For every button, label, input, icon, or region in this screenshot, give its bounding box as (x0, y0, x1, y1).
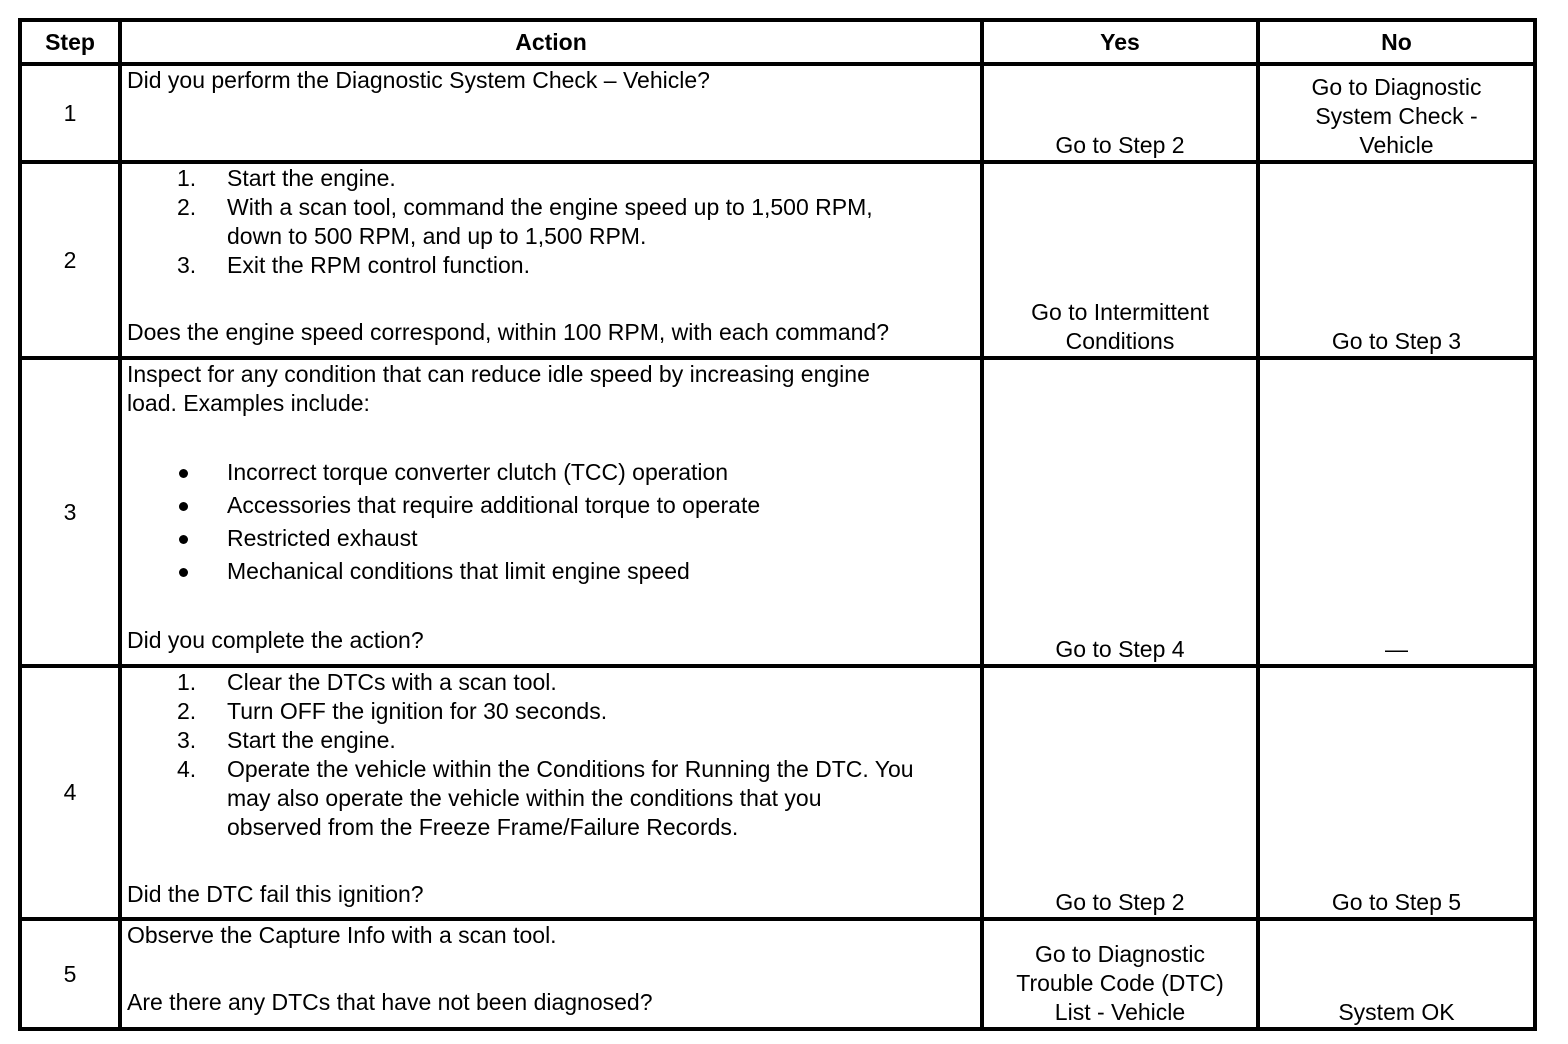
list-item (127, 755, 975, 842)
list-item (127, 697, 975, 726)
question-text: Did you complete the action? (127, 627, 424, 653)
spacer (127, 950, 975, 988)
no-cell (1258, 162, 1535, 358)
list-item (127, 726, 975, 755)
list-item (127, 164, 975, 193)
action-cell (120, 162, 982, 358)
yes-text-line: Trouble Code (DTC) (1016, 970, 1224, 996)
list-item (127, 251, 975, 280)
yes-text-line: List - Vehicle (1054, 999, 1186, 1025)
yes-text-line: Go to Diagnostic (1034, 941, 1206, 967)
question-text: Does the engine speed correspond, within 100 RPM, with each command? (127, 319, 889, 345)
list-item (127, 193, 975, 251)
spacer (127, 418, 975, 456)
spacer (127, 280, 975, 318)
item-text: Turn OFF the ignition for 30 seconds. (227, 698, 608, 724)
item-text: may also operate the vehicle within the conditions that you (227, 785, 822, 811)
ordered-list (127, 668, 975, 842)
item-number: 2. (177, 194, 197, 220)
item-text: Clear the DTCs with a scan tool. (227, 669, 557, 695)
no-cell (1258, 64, 1535, 162)
yes-cell (982, 64, 1258, 162)
list-item (127, 456, 975, 489)
no-text-line: Vehicle (1359, 132, 1434, 158)
bullet-icon (179, 568, 188, 577)
table-row (20, 358, 1535, 666)
item-number: 1. (177, 165, 197, 191)
spacer (127, 588, 975, 626)
list-item (127, 668, 975, 697)
item-number: 1. (177, 669, 197, 695)
no-text: System OK (1338, 999, 1455, 1025)
yes-text: Go to Step 4 (1055, 636, 1185, 662)
step-number: 2 (20, 162, 120, 358)
question-text: Did you perform the Diagnostic System Check – Vehicle? (127, 67, 710, 93)
yes-cell (982, 358, 1258, 666)
header-yes: Yes (982, 20, 1258, 64)
table-row (20, 64, 1535, 162)
item-text: Incorrect torque converter clutch (TCC) operation (227, 459, 729, 485)
item-text: Operate the vehicle within the Conditions for Running the DTC. You (227, 756, 914, 782)
step-number: 1 (20, 64, 120, 162)
header-action: Action (120, 20, 982, 64)
no-cell (1258, 666, 1535, 919)
item-text: Exit the RPM control function. (227, 252, 530, 278)
table-row (20, 162, 1535, 358)
spacer (127, 842, 975, 880)
item-text: Restricted exhaust (227, 525, 418, 551)
no-text-line: System Check - (1315, 103, 1478, 129)
list-item (127, 522, 975, 555)
question-text: Are there any DTCs that have not been diagnosed? (127, 989, 653, 1015)
ordered-list (127, 164, 975, 280)
item-number: 2. (177, 698, 197, 724)
intro-text: Inspect for any condition that can reduce idle speed by increasing engine (127, 361, 870, 387)
no-text: Go to Step 3 (1331, 328, 1462, 354)
item-text: Start the engine. (227, 727, 396, 753)
header-row (20, 20, 1535, 64)
yes-cell (982, 162, 1258, 358)
step-number: 5 (20, 919, 120, 1029)
item-text: down to 500 RPM, and up to 1,500 RPM. (227, 223, 647, 249)
item-text: Start the engine. (227, 165, 396, 191)
bullet-icon (179, 502, 188, 511)
yes-text: Go to Step 2 (1055, 889, 1185, 915)
item-number: 3. (177, 252, 197, 278)
item-text: Accessories that require additional torque to operate (227, 492, 761, 518)
list-item (127, 555, 975, 588)
table-row (20, 919, 1535, 1029)
header-no: No (1258, 20, 1535, 64)
instruction-text: Observe the Capture Info with a scan tool. (127, 922, 557, 948)
yes-text: Go to Step 2 (1055, 132, 1185, 158)
question-text: Did the DTC fail this ignition? (127, 881, 424, 907)
yes-cell (982, 666, 1258, 919)
item-number: 4. (177, 756, 197, 782)
step-number: 4 (20, 666, 120, 919)
bullet-list (127, 456, 975, 588)
diagnostic-table (18, 18, 1537, 1031)
item-text: Mechanical conditions that limit engine speed (227, 558, 690, 584)
no-cell (1258, 919, 1535, 1029)
bullet-icon (179, 535, 188, 544)
header-step: Step (20, 20, 120, 64)
yes-text-line: Go to Intermittent (1031, 299, 1209, 325)
item-number: 3. (177, 727, 197, 753)
action-cell (120, 358, 982, 666)
item-text: With a scan tool, command the engine speed up to 1,500 RPM, (227, 194, 873, 220)
action-cell (120, 64, 982, 162)
bullet-icon (179, 469, 188, 478)
step-number: 3 (20, 358, 120, 666)
no-text-line: Go to Diagnostic (1311, 74, 1482, 100)
no-text: Go to Step 5 (1331, 889, 1462, 915)
action-cell (120, 919, 982, 1029)
no-cell (1258, 358, 1535, 666)
item-text: observed from the Freeze Frame/Failure Records. (227, 814, 739, 840)
table-row (20, 666, 1535, 919)
intro-text: load. Examples include: (127, 390, 370, 416)
list-item (127, 489, 975, 522)
yes-text-line: Conditions (1065, 328, 1175, 354)
no-text: — (1385, 636, 1408, 662)
yes-cell (982, 919, 1258, 1029)
action-cell (120, 666, 982, 919)
